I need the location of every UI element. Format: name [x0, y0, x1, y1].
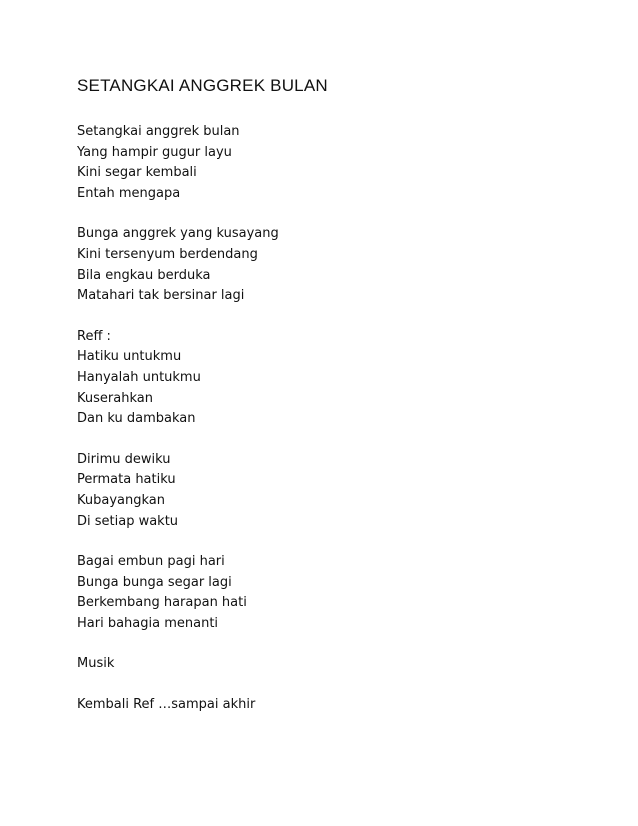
- lyric-line: Dan ku dambakan: [77, 411, 196, 427]
- lyric-line: Kuserahkan: [77, 390, 153, 406]
- lyric-line: Kubayangkan: [77, 492, 165, 508]
- lyric-line: Reff :: [77, 328, 111, 344]
- lyric-line: Matahari tak bersinar lagi: [77, 288, 245, 304]
- song-title: SETANGKAI ANGGREK BULAN: [77, 76, 328, 95]
- stanza-verse-1: [77, 122, 557, 204]
- stanza-verse-3: [77, 450, 557, 532]
- lyric-line: Setangkai anggrek bulan: [77, 124, 240, 139]
- lyric-line: Bila engkau berduka: [77, 267, 211, 283]
- lyric-line: Bagai embun pagi hari: [77, 554, 225, 570]
- stanza-verse-2: [77, 224, 557, 306]
- lyric-line: Entah mengapa: [77, 185, 181, 201]
- stanza-reff: [77, 327, 557, 430]
- lyric-line: Kini tersenyum berdendang: [77, 246, 258, 262]
- lyric-line: Bunga bunga segar lagi: [77, 574, 232, 590]
- stanza-musik: [77, 654, 557, 675]
- lyric-line: Hari bahagia menanti: [77, 615, 219, 631]
- lyrics-body: [77, 122, 557, 736]
- lyric-line: Hanyalah untukmu: [77, 369, 201, 385]
- stanza-closing: [77, 695, 557, 716]
- lyric-line: Permata hatiku: [77, 472, 176, 488]
- lyric-line: Kembali Ref …sampai akhir: [77, 697, 256, 713]
- lyric-line: Dirimu dewiku: [77, 451, 171, 467]
- lyric-line: Di setiap waktu: [77, 513, 179, 529]
- lyric-line: Kini segar kembali: [77, 165, 197, 181]
- lyric-line: Yang hampir gugur layu: [77, 144, 232, 160]
- stanza-verse-4: [77, 552, 557, 634]
- lyric-line: Hatiku untukmu: [77, 349, 182, 365]
- lyric-line: Berkembang harapan hati: [77, 595, 247, 611]
- lyric-line: Musik: [77, 656, 115, 672]
- lyric-line: Bunga anggrek yang kusayang: [77, 226, 279, 242]
